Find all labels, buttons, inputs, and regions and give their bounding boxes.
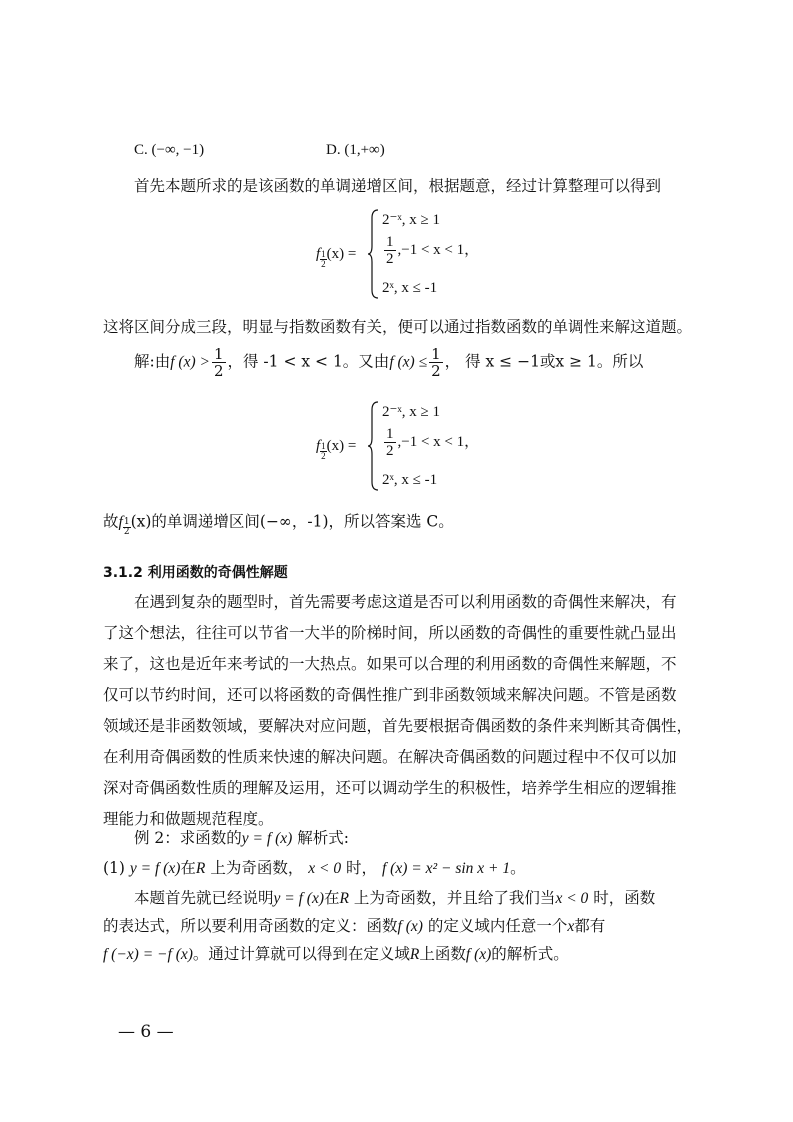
- paragraph-body-line: 了这个想法，往往可以节省一大半的阶梯时间，所以函数的奇偶性的重要性就凸显出: [103, 624, 677, 642]
- piecewise-row-1: 2⁻ˣ, x ≥ 1: [382, 212, 440, 228]
- paragraph-explanation: 这将区间分成三段，明显与指数函数有关，便可以通过指数函数的单调性来解这道题。: [103, 318, 693, 336]
- paragraph-analysis-line-1: 本题首先就已经说明y = f (x)在R 上为奇函数，并且给了我们当x < 0 时，函数: [134, 889, 656, 907]
- paragraph-body-line: 理能力和做题规范程度。: [103, 810, 274, 828]
- paragraph-body-line: 领域还是非函数领域，要解决对应问题，首先要根据奇偶函数的条件来判断其奇偶性，: [103, 717, 693, 735]
- left-brace-icon: [368, 208, 380, 300]
- paragraph-body-line: 在遇到复杂的题型时，首先需要考虑这道是否可以利用函数的奇偶性来解决，有: [134, 593, 677, 611]
- piecewise-lhs: f $\frac{1}{2}(x)$ =: [316, 245, 357, 269]
- section-title: 3.1.2 利用函数的奇偶性解题: [103, 565, 288, 581]
- piecewise-lhs: f $\frac{1}{2}(x)$ =: [316, 437, 357, 461]
- paragraph-body-line: 在利用奇偶函数的性质来快速的解决问题。在解决奇偶函数的问题过程中不仅可以加: [103, 748, 677, 766]
- example-line: 例 2：求函数的y = f (x) 解析式:: [134, 829, 349, 847]
- option-c: C. (−∞, −1): [134, 142, 205, 158]
- piecewise-row-3: 2ˣ, x ≤ -1: [382, 472, 438, 488]
- piecewise-row-2: $\frac{1}{2}$ ,−1 < x < 1，: [386, 426, 480, 459]
- piecewise-row-2: $\frac{1}{2}$ ,−1 < x < 1，: [386, 234, 480, 267]
- piecewise-row-1: 2⁻ˣ, x ≥ 1: [382, 404, 440, 420]
- paragraph-body-line: 来了，这也是近年来考试的一大热点。如果可以合理的利用函数的奇偶性来解题，不: [103, 655, 677, 673]
- paragraph-body-line: 仅可以节约时间，还可以将函数的奇偶性推广到非函数领域来解决问题。不管是函数: [103, 686, 677, 704]
- page-number: — 6 —: [118, 1022, 174, 1042]
- solution-line: 解:由f (x) > $\frac{1}{2}$ ，得 -1 < x < 1。又由f (x) ≤ $\frac{1}{2}$ ， 得 x ≤ −1或x ≥ 1。所以: [134, 345, 644, 380]
- option-d: D. (1,+∞): [326, 142, 385, 158]
- conclusion-line: 故f $\frac{1}{2}(x)$的单调递增区间(−∞，-1)，所以答案选 C。: [103, 512, 454, 537]
- paragraph-intro: 首先本题所求的是该函数的单调递增区间，根据题意，经过计算整理可以得到: [134, 177, 662, 195]
- paragraph-analysis-line-3: f (−x) = −f (x)。通过计算就可以得到在定义域R上函数f (x)的解析式。: [103, 945, 569, 963]
- paragraph-body-line: 深对奇偶函数性质的理解及运用，还可以调动学生的积极性，培养学生相应的逻辑推: [103, 779, 677, 797]
- piecewise-function-2: [316, 400, 516, 492]
- subscript-half: $\frac{1}{2}$: [321, 441, 326, 461]
- subscript-half: $\frac{1}{2}$: [123, 517, 130, 537]
- subscript-half: $\frac{1}{2}$: [321, 249, 326, 269]
- paragraph-analysis-line-2: 的表达式，所以要利用奇函数的定义：函数f (x) 的定义域内任意一个x都有: [103, 917, 606, 935]
- piecewise-function-1: [316, 208, 516, 300]
- left-brace-icon: [368, 400, 380, 492]
- piecewise-row-3: 2ˣ, x ≤ -1: [382, 280, 438, 296]
- item-1-line: (1) y = f (x)在R 上为奇函数， x < 0 时， f (x) = x² − sin x + 1。: [103, 859, 526, 877]
